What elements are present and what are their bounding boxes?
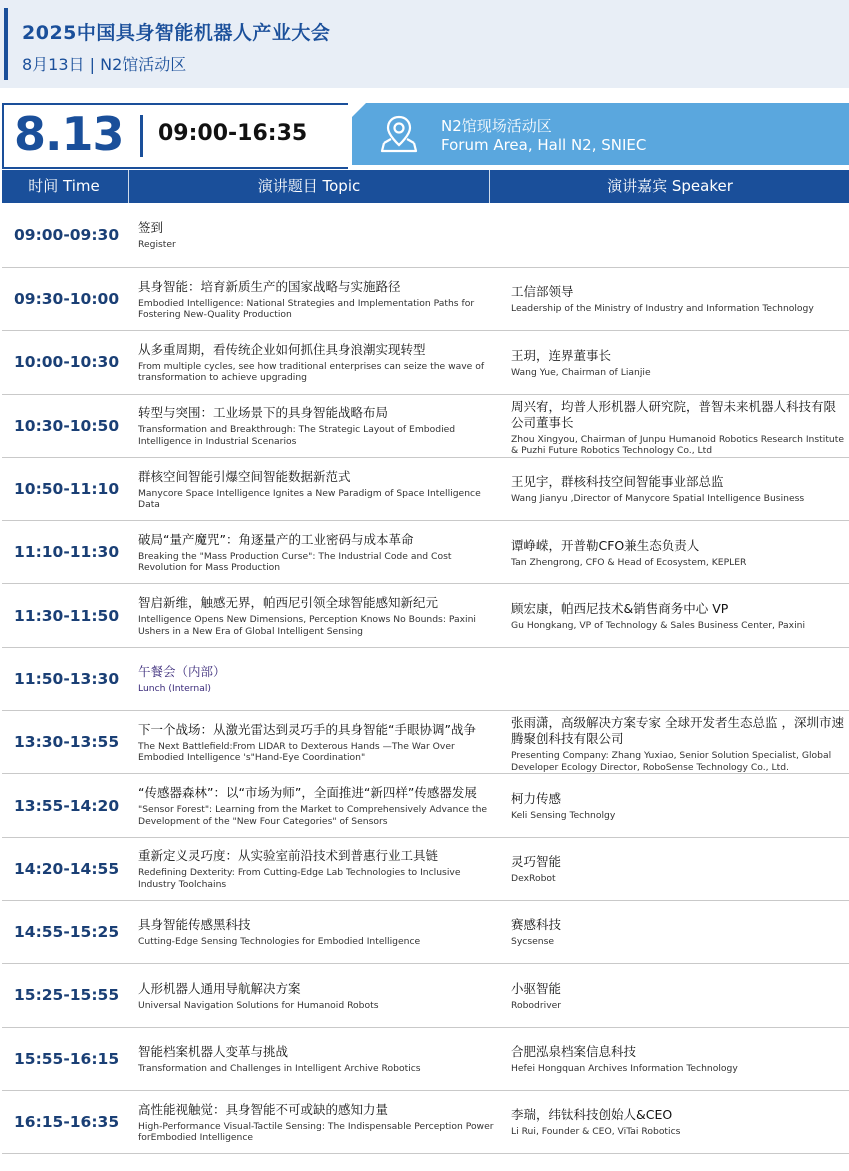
table-row [2, 268, 849, 331]
session-time: 10:50-11:10 [14, 480, 120, 499]
table-row [2, 458, 849, 521]
session-topic [138, 981, 498, 1012]
table-row [2, 1028, 849, 1091]
topic-title-en: Breaking the "Mass Production Curse": The Industrial Code and Cost Revolution for Mass Production [138, 550, 452, 574]
agenda-table-header [2, 170, 849, 203]
session-topic [138, 469, 498, 511]
table-row [2, 395, 849, 458]
speaker-name-cn: 王玥，连界董事长 [511, 347, 612, 363]
session-topic [138, 1044, 498, 1075]
session-time: 14:55-15:25 [14, 923, 120, 942]
speaker-name-cn: 赛感科技 [511, 917, 562, 933]
topic-title-en: Transformation and Challenges in Intelligent Archive Robotics [138, 1062, 421, 1074]
session-time: 13:55-14:20 [14, 796, 120, 815]
speaker-name-cn: 小驱智能 [511, 980, 562, 996]
session-time: 10:00-10:30 [14, 353, 120, 372]
topic-title-cn: 破局“量产魔咒”：角逐量产的工业密码与成本革命 [138, 531, 414, 547]
session-topic [138, 1102, 498, 1144]
session-time: 09:00-09:30 [14, 226, 120, 244]
session-speaker [511, 399, 845, 457]
topic-title-cn: 下一个战场：从激光雷达到灵巧手的具身智能“手眼协调”战争 [138, 721, 476, 737]
speaker-name-cn: 李瑞，纬钛科技创始人&CEO [511, 1107, 673, 1123]
date-box [2, 103, 348, 169]
topic-title-cn: 群核空间智能引爆空间智能数据新范式 [138, 468, 351, 484]
session-speaker [511, 678, 845, 681]
speaker-name-en: Wang Yue, Chairman of Lianjie [511, 366, 651, 378]
event-time-range: 09:00-16:35 [158, 121, 308, 146]
topic-title-cn: 具身智能：培育新质生产的国家战略与实施路径 [138, 278, 401, 294]
speaker-name-cn: 柯力传感 [511, 790, 562, 806]
conference-header [0, 0, 849, 88]
speaker-name-en: Leadership of the Ministry of Industry and Information Technology [511, 303, 814, 315]
venue-box [352, 103, 849, 165]
session-time: 13:30-13:55 [14, 733, 120, 752]
column-header-topic: 演讲题目 Topic [128, 170, 489, 203]
speaker-name-en: Robodriver [511, 999, 562, 1011]
topic-title-en: Transformation and Breakthrough: The Strategic Layout of Embodied Intelligence in Industrial Scenarios [138, 424, 456, 447]
table-row [2, 203, 849, 268]
speaker-name-en: Sycsense [511, 936, 555, 948]
session-topic [138, 342, 498, 384]
table-row [2, 711, 849, 774]
topic-title-cn: 转型与突围：工业场景下的具身智能战略布局 [138, 405, 389, 421]
date-separator [140, 115, 143, 157]
column-header-speaker: 演讲嘉宾 Speaker [489, 170, 849, 203]
session-time: 11:30-11:50 [14, 606, 120, 625]
speaker-name-en: Li Rui, Founder & CEO, ViTai Robotics [511, 1126, 681, 1138]
session-topic [138, 279, 498, 321]
topic-title-cn: “传感器森林”：以“市场为师”，全面推进“新四样”传感器发展 [138, 785, 477, 801]
session-speaker [511, 601, 845, 632]
session-topic [138, 848, 498, 890]
topic-title-cn: 人形机器人通用导航解决方案 [138, 980, 301, 996]
header-accent-bar [4, 8, 8, 80]
table-row [2, 521, 849, 584]
session-speaker [511, 715, 845, 773]
session-topic [138, 722, 498, 764]
speaker-name-en: Presenting Company: Zhang Yuxiao, Senior Solution Specialist, Global Developer Ecology Director, RoboSense Technology Co., Ltd. [511, 750, 832, 773]
session-time: 11:50-13:30 [14, 669, 120, 688]
topic-title-cn: 从多重周期，看传统企业如何抓住具身浪潮实现转型 [138, 341, 426, 357]
speaker-name-cn: 周兴宥，均普人形机器人研究院，普智未来机器人科技有限公司董事长 [511, 398, 837, 430]
venue-name-cn: N2馆现场活动区 [441, 117, 552, 135]
speaker-name-cn: 工信部领导 [511, 284, 574, 300]
session-speaker [511, 348, 845, 379]
topic-title-en: Intelligence Opens New Dimensions, Perception Knows No Bounds: Paxini Ushers in a New Era of Global Intelligent Sensing [138, 614, 476, 637]
topic-title-en: Redefining Dexterity: From Cutting-Edge Lab Technologies to Inclusive Industry Toolchains [138, 867, 461, 890]
location-pin-icon [378, 113, 420, 155]
topic-title-en: Universal Navigation Solutions for Humanoid Robots [138, 999, 379, 1011]
session-speaker [511, 234, 845, 237]
topic-title-en: Cutting-Edge Sensing Technologies for Embodied Intelligence [138, 936, 421, 948]
session-speaker [511, 854, 845, 885]
speaker-name-en: Hefei Hongquan Archives Information Technology [511, 1062, 738, 1074]
table-row [2, 648, 849, 711]
session-speaker [511, 1044, 845, 1075]
session-time: 14:20-14:55 [14, 859, 120, 878]
speaker-name-en: Keli Sensing Technolgy [511, 809, 616, 821]
speaker-name-en: Zhou Xingyou, Chairman of Junpu Humanoid Robotics Research Institute & Puzhi Future Robotics Technology Co., Ltd [511, 433, 845, 457]
topic-title-en: "Sensor Forest": Learning from the Market to Comprehensively Advance the Development of the "New Four Categories" of Sensors [138, 804, 488, 827]
table-row [2, 584, 849, 647]
topic-title-cn: 午餐会（内部） [138, 664, 226, 680]
table-row [2, 901, 849, 964]
speaker-name-cn: 张雨潇，高级解决方案专家 全球开发者生态总监 ，深圳市速腾聚创科技有限公司 [511, 715, 844, 747]
session-speaker [511, 917, 845, 948]
table-row [2, 1091, 849, 1154]
session-topic [138, 917, 498, 948]
conference-subtitle: 8月13日 | N2馆活动区 [22, 55, 187, 74]
topic-title-cn: 智启新维，触感无界，帕西尼引领全球智能感知新纪元 [138, 595, 439, 611]
session-time: 11:10-11:30 [14, 543, 120, 562]
speaker-name-en: DexRobot [511, 873, 556, 885]
speaker-name-cn: 合肥泓泉档案信息科技 [511, 1043, 637, 1059]
speaker-name-cn: 灵巧智能 [511, 854, 562, 870]
speaker-name-en: Wang Jianyu ,Director of Manycore Spatial Intelligence Business [511, 493, 805, 505]
session-speaker [511, 981, 845, 1012]
session-topic [138, 220, 498, 251]
conference-title: 2025中国具身智能机器人产业大会 [22, 22, 331, 44]
column-header-time: 时间 Time [28, 177, 100, 195]
topic-title-en: The Next Battlefield:From LIDAR to Dexterous Hands —The War Over Embodied Intelligence 's"Hand-Eye Coordination" [138, 740, 455, 764]
table-row [2, 774, 849, 837]
table-row [2, 838, 849, 901]
session-time: 15:25-15:55 [14, 986, 120, 1005]
speaker-name-cn: 顾宏康，帕西尼技术&销售商务中心 VP [511, 600, 729, 616]
topic-title-en: From multiple cycles, see how traditional enterprises can seize the wave of transformation to achieve upgrading [138, 360, 485, 384]
session-time: 16:15-16:35 [14, 1113, 120, 1131]
topic-title-cn: 重新定义灵巧度：从实验室前沿技术到普惠行业工具链 [138, 848, 439, 864]
session-speaker [511, 1107, 845, 1138]
session-speaker [511, 791, 845, 822]
speaker-name-en: Gu Hongkang, VP of Technology & Sales Business Center, Paxini [511, 619, 806, 631]
speaker-name-en: Tan Zhengrong, CFO & Head of Ecosystem, KEPLER [511, 556, 747, 568]
agenda-table-body [2, 203, 849, 1154]
table-row [2, 964, 849, 1027]
date-banner [0, 103, 849, 167]
session-speaker [511, 538, 845, 569]
topic-title-en: Lunch (Internal) [138, 683, 211, 695]
topic-title-cn: 签到 [138, 220, 164, 236]
topic-title-en: Embodied Intelligence: National Strategies and Implementation Paths for Fostering New-Quality Production [138, 297, 475, 321]
event-date: 8.13 [14, 107, 124, 161]
table-row [2, 331, 849, 394]
topic-title-cn: 高性能视触觉：具身智能不可或缺的感知力量 [138, 1101, 389, 1117]
topic-title-cn: 智能档案机器人变革与挑战 [138, 1043, 289, 1059]
session-topic [138, 532, 498, 574]
session-topic [138, 664, 498, 695]
topic-title-en: High-Performance Visual-Tactile Sensing: The Indispensable Perception Power forEmbodied Intelligence [138, 1120, 494, 1143]
speaker-name-cn: 谭峥嵘，开普勒CFO兼生态负责人 [511, 537, 700, 553]
session-time: 10:30-10:50 [14, 416, 120, 435]
session-speaker [511, 474, 845, 505]
session-time: 09:30-10:00 [14, 290, 120, 309]
topic-title-en: Register [138, 239, 176, 251]
session-topic [138, 595, 498, 637]
session-speaker [511, 284, 845, 315]
topic-title-en: Manycore Space Intelligence Ignites a New Paradigm of Space Intelligence Data [138, 487, 481, 511]
venue-name-en: Forum Area, Hall N2, SNIEC [441, 136, 647, 154]
speaker-name-cn: 王见宇，群核科技空间智能事业部总监 [511, 474, 724, 490]
session-time: 15:55-16:15 [14, 1049, 120, 1068]
session-topic [138, 785, 498, 827]
session-topic [138, 405, 498, 447]
topic-title-cn: 具身智能传感黑科技 [138, 917, 251, 933]
